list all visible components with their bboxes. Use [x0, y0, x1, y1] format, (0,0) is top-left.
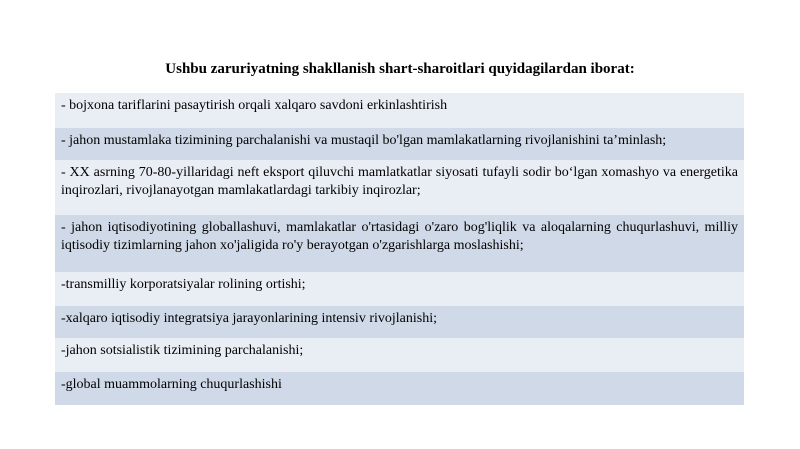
table-row: -transmilliy korporatsiyalar rolining ortishi; [55, 272, 744, 306]
table-row: -xalqaro iqtisodiy integratsiya jarayonlarining intensiv rivojlanishi; [55, 306, 744, 338]
table-row: -jahon sotsialistik tizimining parchalanishi; [55, 338, 744, 372]
table-row: - XX asrning 70-80-yillaridagi neft eksport qiluvchi mamlatkatlar siyosati tufayli sodir boʻlgan xomashyo va energetika inqirozlari, rivojlanayotgan mamlakatlardagi tarkibiy inqirozlar; [55, 160, 744, 215]
table-row: - jahon mustamlaka tizimining parchalanishi va mustaqil bo'lgan mamlakatlarning rivojlanishini ta’minlash; [55, 128, 744, 160]
table-row: - jahon iqtisodiyotining globallashuvi, mamlakatlar o'rtasidagi o'zaro bog'liqlik va aloqalarning chuqurlashuvi, milliy iqtisodiy tizimlarning jahon xo'jaligida ro'y berayotgan o'zgarishlarga moslashishi; [55, 215, 744, 272]
page-title: Ushbu zaruriyatning shakllanish shart-sharoitlari quyidagilardan iborat: [165, 61, 635, 77]
conditions-table [55, 93, 744, 405]
table-row: -global muammolarning chuqurlashishi [55, 372, 744, 405]
table-row: - bojxona tariflarini pasaytirish orqali xalqaro savdoni erkinlashtirish [55, 93, 744, 128]
